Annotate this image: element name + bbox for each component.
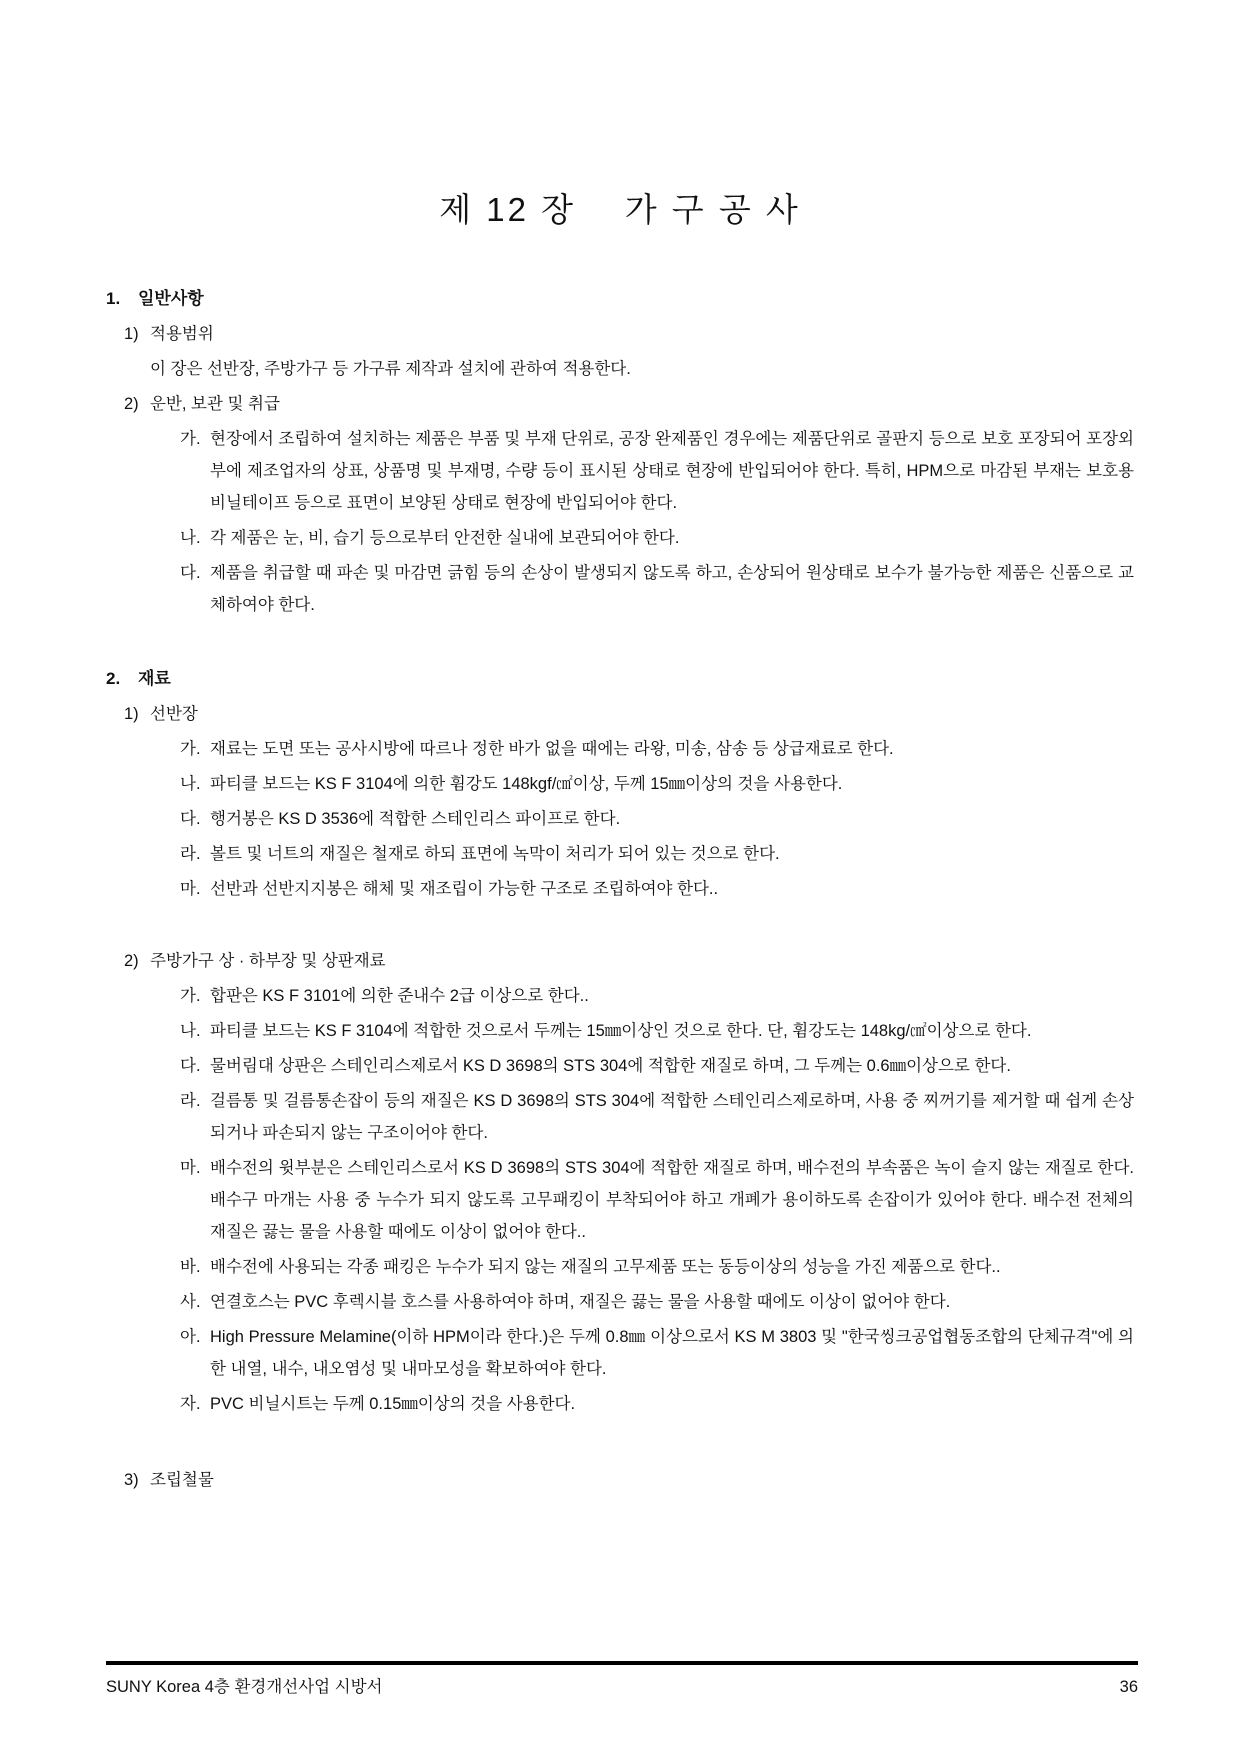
list-item — [180, 733, 1134, 765]
item-text: 배수전에 사용되는 각종 패킹은 누수가 되지 않는 재질의 고무제품 또는 동등이상의 성능을 가진 제품으로 한다.. — [210, 1258, 1001, 1276]
list-item — [180, 1388, 1134, 1420]
item-text: 재료는 도면 또는 공사시방에 따르나 정한 바가 없을 때에는 라왕, 미송, 삼송 등 상급재료로 한다. — [210, 740, 894, 758]
item-text: 합판은 KS F 3101에 의한 준내수 2급 이상으로 한다.. — [210, 987, 589, 1005]
list-item — [180, 1321, 1134, 1385]
item-label: 아. — [180, 1328, 201, 1346]
item-label: 바. — [180, 1258, 201, 1276]
item-text: PVC 비닐시트는 두께 0.15㎜이상의 것을 사용한다. — [210, 1395, 576, 1413]
item-label: 다. — [180, 810, 201, 828]
item-text: 걸름통 및 걸름통손잡이 등의 재질은 KS D 3698의 STS 304에 적합한 스테인리스제로하며, 사용 중 찌꺼기를 제거할 때 쉽게 손상되거나 파손되지 않는 구조이어야 한다. — [210, 1092, 1134, 1142]
item-label: 사. — [180, 1293, 201, 1311]
list-item — [180, 557, 1134, 621]
list-item — [180, 423, 1134, 519]
item-label: 가. — [180, 987, 201, 1005]
item-text: High Pressure Melamine(이하 HPM이라 한다.)은 두께 0.8㎜ 이상으로서 KS M 3803 및 "한국씽크공업협동조합의 단체규격"에 의한 내열, 내수, 내오염성 및 내마모성을 확보하여야 한다. — [210, 1328, 1134, 1378]
list-item — [180, 1152, 1134, 1248]
item-text: 연결호스는 PVC 후렉시블 호스를 사용하여야 하며, 재질은 끓는 물을 사용할 때에도 이상이 없어야 한다. — [210, 1293, 951, 1311]
item-label: 라. — [180, 845, 201, 863]
item-text: 각 제품은 눈, 비, 습기 등으로부터 안전한 실내에 보관되어야 한다. — [210, 529, 680, 547]
footer-document-title: SUNY Korea 4층 환경개선사업 시방서 — [106, 1678, 383, 1696]
item-text: 현장에서 조립하여 설치하는 제품은 부품 및 부재 단위로, 공장 완제품인 경우에는 제품단위로 골판지 등으로 보호 포장되어 포장외부에 제조업자의 상표, 상품명 및 부재명, 수량 등이 표시된 상태로 현장에 반입되어야 한다. 특히, HPM으로 마감된 부재는 보호용 비닐테이프 등으로 표면이 보양된 상태로 현장에 반입되어야 한다. — [210, 430, 1134, 512]
subsection-number: 1) — [124, 325, 139, 343]
list-item — [180, 1050, 1134, 1082]
item-label: 나. — [180, 1022, 201, 1040]
list-item — [180, 1251, 1134, 1283]
item-text: 파티클 보드는 KS F 3104에 적합한 것으로서 두께는 15㎜이상인 것으로 한다. 단, 휨강도는 148kg/㎠이상으로 한다. — [210, 1022, 1032, 1040]
subsection-heading — [124, 1464, 1134, 1496]
list-item — [180, 803, 1134, 835]
item-label: 자. — [180, 1395, 201, 1413]
chapter-title: 제 12 장 가 구 공 사 — [439, 191, 801, 228]
subsection-title: 선반장 — [150, 705, 198, 723]
list-item — [180, 768, 1134, 800]
item-label: 다. — [180, 1057, 201, 1075]
subsection-title: 적용범위 — [150, 325, 214, 343]
item-text: 파티클 보드는 KS F 3104에 의한 휨강도 148kgf/㎠이상, 두께 15㎜이상의 것을 사용한다. — [210, 775, 843, 793]
list-item — [180, 1085, 1134, 1149]
list-item — [180, 980, 1134, 1012]
item-text: 물버림대 상판은 스테인리스제로서 KS D 3698의 STS 304에 적합한 재질로 하며, 그 두께는 0.6㎜이상으로 한다. — [210, 1057, 1011, 1075]
item-label: 라. — [180, 1092, 201, 1110]
subsection-heading — [124, 945, 1134, 977]
subsection-title: 운반, 보관 및 취급 — [150, 395, 280, 413]
item-text: 선반과 선반지지봉은 해체 및 재조립이 가능한 구조로 조립하여야 한다.. — [210, 880, 719, 898]
subsection-title: 조립철물 — [150, 1471, 214, 1489]
list-item — [180, 1015, 1134, 1047]
list-item — [180, 873, 1134, 905]
subsection-number: 2) — [124, 395, 139, 413]
item-label: 나. — [180, 775, 201, 793]
item-label: 나. — [180, 529, 201, 547]
item-label: 마. — [180, 1159, 201, 1177]
list-item — [180, 522, 1134, 554]
subsection-number: 2) — [124, 952, 139, 970]
subsection-heading — [124, 388, 1134, 420]
page-footer — [106, 1661, 1138, 1698]
section-number: 1. — [106, 289, 121, 308]
list-item — [180, 1286, 1134, 1318]
section-general — [106, 283, 1134, 621]
section-heading — [106, 663, 1134, 695]
section-heading — [106, 283, 1134, 315]
item-text: 행거봉은 KS D 3536에 적합한 스테인리스 파이프로 한다. — [210, 810, 621, 828]
item-label: 다. — [180, 564, 201, 582]
list-item — [180, 838, 1134, 870]
section-title: 재료 — [138, 669, 171, 688]
item-label: 마. — [180, 880, 201, 898]
subsection-number: 3) — [124, 1471, 139, 1489]
item-text: 배수전의 윗부분은 스테인리스로서 KS D 3698의 STS 304에 적합한 재질로 하며, 배수전의 부속품은 녹이 슬지 않는 재질로 한다. 배수구 마개는 사용 중 누수가 되지 않도록 고무패킹이 부착되어야 하고 개폐가 용이하도록 손잡이가 있어야 한다. 배수전 전체의 재질은 끓는 물을 사용할 때에도 이상이 없어야 한다.. — [210, 1159, 1134, 1241]
section-materials — [106, 663, 1134, 1496]
item-label: 가. — [180, 430, 201, 448]
section-number: 2. — [106, 669, 121, 688]
section-title: 일반사항 — [138, 289, 204, 308]
subsection-heading — [124, 698, 1134, 730]
item-text: 볼트 및 너트의 재질은 철재로 하되 표면에 녹막이 처리가 되어 있는 것으로 한다. — [210, 845, 780, 863]
item-label: 가. — [180, 740, 201, 758]
page-number: 36 — [1119, 1678, 1138, 1696]
paragraph: 이 장은 선반장, 주방가구 등 가구류 제작과 설치에 관하여 적용한다. — [150, 360, 631, 378]
subsection-heading — [124, 318, 1134, 350]
item-text: 제품을 취급할 때 파손 및 마감면 긁힘 등의 손상이 발생되지 않도록 하고, 손상되어 원상태로 보수가 불가능한 제품은 신품으로 교체하여야 한다. — [210, 564, 1134, 614]
subsection-title: 주방가구 상 · 하부장 및 상판재료 — [150, 952, 386, 970]
subsection-number: 1) — [124, 705, 139, 723]
